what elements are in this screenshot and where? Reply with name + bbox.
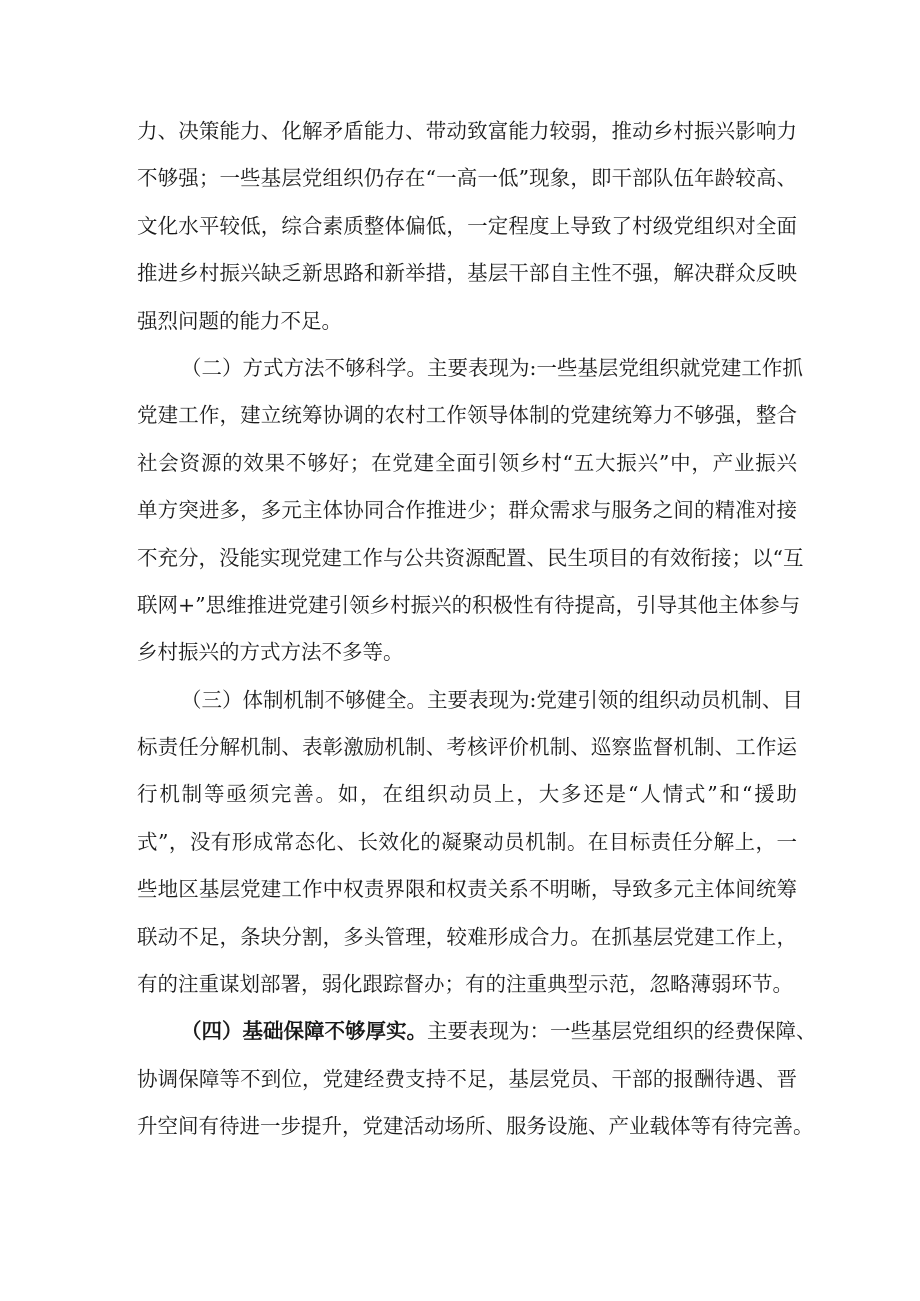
text-line: 联网+”思维推进党建引领乡村振兴的积极性有待提高，引导其他主体参与 (137, 592, 801, 617)
text-line-rest: 主要表现为：一些基层党组织的经费保障、 (427, 1019, 817, 1044)
document-body (137, 108, 817, 1151)
text-line: 力、决策能力、化解矛盾能力、带动致富能力较弱，推动乡村振兴影响力 (137, 119, 797, 143)
text-line: 不够强；一些基层党组织仍存在“一高一低”现象，即干部队伍年龄较高、 (137, 166, 797, 191)
text-line: 式”，没有形成常态化、长效化的凝聚动员机制。在目标责任分解上，一 (137, 829, 797, 854)
text-line: 有的注重谋划部署，弱化跟踪督办；有的注重典型示范，忽略薄弱环节。 (137, 972, 793, 997)
text-line: （三）体制机制不够健全。主要表现为:党建引领的组织动员机制、目 (181, 687, 803, 712)
paragraph-foundation (137, 1008, 817, 1150)
text-line: 升空间有待进一步提升，党建活动场所、服务设施、产业载体等有待完善。 (137, 1114, 814, 1139)
text-line: 些地区基层党建工作中权责界限和权责关系不明晰，导致多元主体间统筹 (137, 877, 797, 902)
text-line: 行机制等亟须完善。如，在组织动员上，大多还是“人情式”和“援助 (137, 782, 797, 807)
text-line (137, 1008, 817, 1055)
paragraph-continuation (137, 108, 797, 345)
text-line: 标责任分解机制、表彰激励机制、考核评价机制、巡察监督机制、工作运 (137, 735, 797, 760)
text-line: 乡村振兴的方式方法不多等。 (137, 640, 404, 665)
text-line: 社会资源的效果不够好；在党建全面引领乡村“五大振兴”中，产业振兴 (137, 450, 797, 475)
text-line: 文化水平较低，综合素质整体偏低，一定程度上导致了村级党组织对全面 (137, 213, 797, 238)
text-line: 单方突进多，多元主体协同合作推进少；群众需求与服务之间的精准对接 (137, 498, 797, 523)
text-line: 强烈问题的能力不足。 (137, 308, 342, 333)
paragraph-mechanisms (137, 677, 803, 1009)
text-line: 推进乡村振兴缺乏新思路和新举措，基层干部自主性不强，解决群众反映 (137, 261, 797, 286)
text-line: （二）方式方法不够科学。主要表现为:一些基层党组织就党建工作抓 (181, 355, 803, 380)
text-line: 协调保障等不到位，党建经费支持不足，基层党员、干部的报酬待遇、晋 (137, 1066, 797, 1091)
text-line: 联动不足，条块分割，多头管理，较难形成合力。在抓基层党建工作上， (137, 924, 797, 949)
text-line: 不充分，没能实现党建工作与公共资源配置、民生项目的有效衔接；以“互 (137, 545, 804, 570)
section-heading: （四）基础保障不够厚实。 (181, 1019, 427, 1044)
text-line: 党建工作，建立统筹协调的农村工作领导体制的党建统筹力不够强，整合 (137, 403, 797, 428)
paragraph-methods (137, 345, 804, 677)
